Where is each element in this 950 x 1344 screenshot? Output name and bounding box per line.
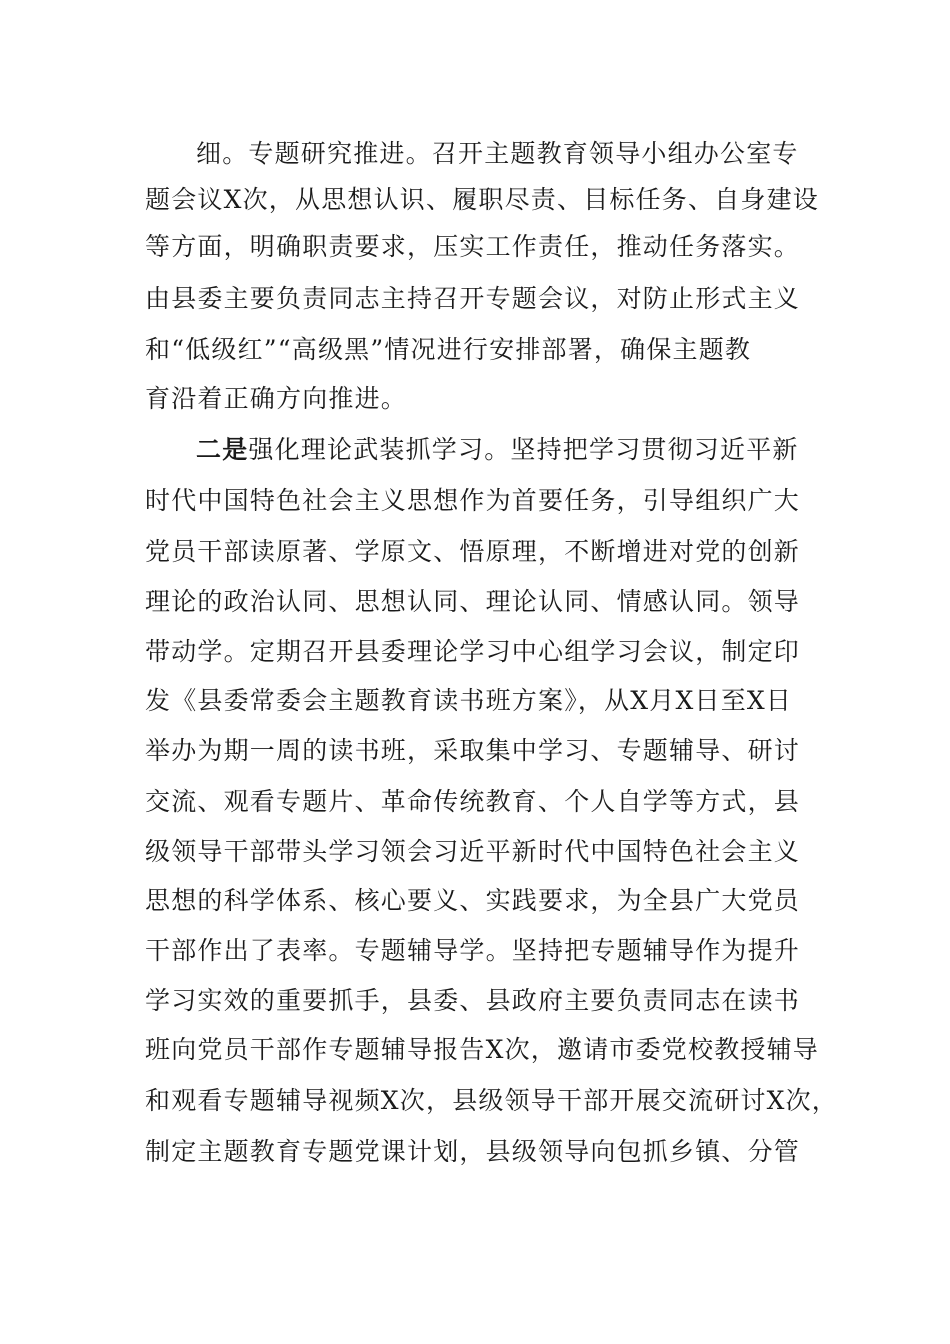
text-line: 理论的政治认同、思想认同、理论认同、情感认同。领导: [145, 587, 801, 616]
text-line: 班向党员干部作专题辅导报告X次，邀请市委党校教授辅导: [145, 1035, 820, 1064]
text-line: 发《县委常委会主题教育读书班方案》，从X月X日至X日: [145, 686, 793, 715]
text-line: 和“低级红”“高级黑”情况进行安排部署，确保主题教: [145, 335, 752, 364]
text-line: 级领导干部带头学习领会习近平新时代中国特色社会主义: [145, 837, 801, 866]
text-line: 时代中国特色社会主义思想作为首要任务，引导组织广大: [145, 486, 801, 515]
text-line: 题会议X次，从思想认识、履职尽责、目标任务、自身建设: [145, 185, 820, 214]
text-line: [196, 430, 799, 470]
text-line: 思想的科学体系、核心要义、实践要求，为全县广大党员: [145, 886, 801, 915]
text-line: 干部作出了表率。专题辅导学。坚持把专题辅导作为提升: [145, 936, 801, 965]
text-line: 学习实效的重要抓手，县委、县政府主要负责同志在读书: [145, 986, 801, 1015]
text-line: 细。专题研究推进。召开主题教育领导小组办公室专: [196, 139, 799, 168]
text-line: 由县委主要负责同志主持召开专题会议，对防止形式主义: [145, 284, 801, 313]
text-line: 带动学。定期召开县委理论学习中心组学习会议，制定印: [145, 637, 801, 666]
text-line: 党员干部读原著、学原文、悟原理，不断增进对党的创新: [145, 537, 801, 566]
paragraph-lead-bold: 二是: [196, 435, 249, 464]
paragraph-first-line-text: 强化理论武装抓学习。坚持把学习贯彻习近平新: [248, 435, 799, 464]
text-line: 举办为期一周的读书班，采取集中学习、专题辅导、研讨: [145, 736, 801, 765]
text-line: 等方面，明确职责要求，压实工作责任，推动任务落实。: [145, 232, 801, 261]
text-line: 育沿着正确方向推进。: [145, 384, 408, 413]
text-line: 交流、观看专题片、革命传统教育、个人自学等方式，县: [145, 787, 801, 816]
text-line: 制定主题教育专题党课计划，县级领导向包抓乡镇、分管: [145, 1137, 801, 1166]
text-line: 和观看专题辅导视频X次，县级领导干部开展交流研讨X次，: [145, 1086, 838, 1115]
